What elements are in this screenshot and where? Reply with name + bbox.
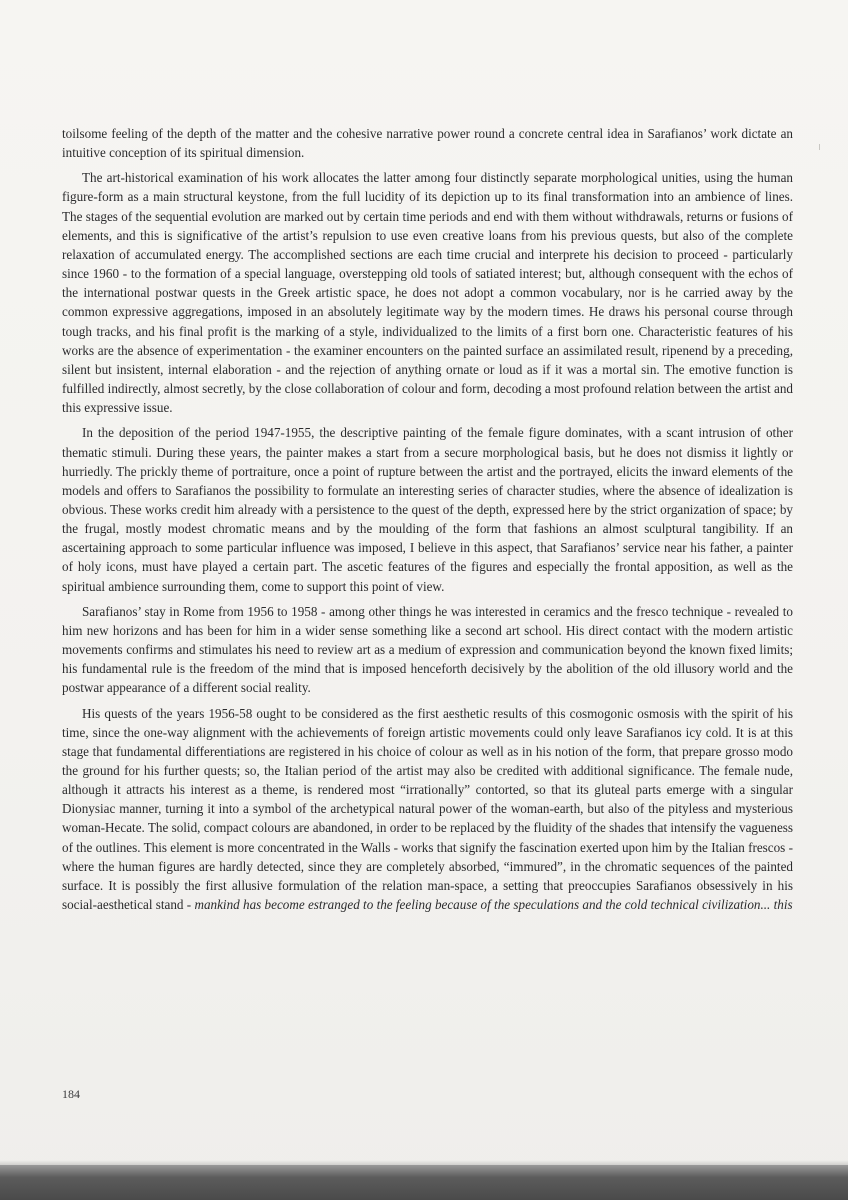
body-text xyxy=(62,124,793,920)
paragraph-5 xyxy=(62,704,793,915)
paragraph-1: toilsome feeling of the depth of the matter and the cohesive narrative power round a concrete central idea in Sarafianos’ work dictate an intuitive conception of its spiritual dimension. xyxy=(62,126,793,161)
paragraph-4: Sarafianos’ stay in Rome from 1956 to 1958 - among other things he was interested in ceramics and the fresco technique - revealed to him new horizons and has been for him in a wider sense something like a second art school. His direct contact with the modern artistic movements confirms and stimulates his need to review art as a medium of expression and communication beyond the known fixed limits; his fundamental rule is the freedom of the mind that is imposed henceforth decisively by the abolition of the old illusory world and the postwar appearance of a different social reality. xyxy=(62,603,793,696)
paragraph-3: In the deposition of the period 1947-1955, the descriptive painting of the female figure dominates, with a scant intrusion of other thematic stimuli. During these years, the painter makes a start from a secure morphological basis, but he does not dismiss it lightly or hurriedly. The prickly theme of portraiture, once a point of rupture between the artist and the portrayed, elicits the inward elements of the models and offers to Sarafianos the possibility to formulate an interesting series of character studies, where the absence of idealization is obvious. These works credit him already with a persistence to the quest of the depth, expressed here by the strict organization of space; by the frugal, mostly modest chromatic means and by the moulding of the form that fashions an almost sculptural tangibility. If an ascertaining approach to some particular influence was imposed, I believe in this aspect, that Sarafianos’ service near his father, a painter of holy icons, must have played a certain part. The ascetic features of the figures and especially the frontal apposition, as well as the spiritual ambience surrounding them, come to support this point of view. xyxy=(62,425,793,594)
paragraph-5-text: His quests of the years 1956-58 ought to be considered as the first aesthetic results of this cosmogonic osmosis with the spirit of his time, since the one-way alignment with the achievements of foreign artistic movements could only leave Sarafianos icy cold. It is at this stage that fundamental differentiations are registered in his choice of colour as well as in his notion of the form, that prepare grosso modo the ground for his further quests; so, the Italian period of the artist may also be credited with additional significance. The female nude, although it attracts his interest as a theme, is rendered most “irrationally” contorted, so that its gluteal parts emerge with a singular Dionysiac manner, turning it into a symbol of the archetypical natural power of the woman-earth, but also of the pityless and mysterious woman-Hecate. The solid, compact colours are abandoned, in order to be replaced by the fluidity of the shades that intensify the vagueness of the outlines. This element is more concentrated in the Walls - works that signify the fascination exerted upon him by the Italian frescos - where the human figures are hardly detected, since they are completely absorbed, “immured”, in the chromatic sequences of the painted surface. It is possibly the first allusive formulation of the relation man-space, a setting that preoccupies Sarafianos obsessively in his social-aesthetical stand xyxy=(62,705,794,913)
scan-edge-shadow xyxy=(0,1165,848,1200)
margin-mark xyxy=(819,144,820,150)
paragraph-5-italic: - mankind has become estranged to the feeling because of the speculations and the cold technical civilization... this xyxy=(186,897,793,913)
paragraph-2: The art-historical examination of his work allocates the latter among four distinctly separate morphological unities, using the human figure-form as a main structural keystone, from the full lucidity of its depiction up to its final transformation into an ambience of lines. The stages of the sequential evolution are marked out by certain time periods and end with them without withdrawals, returns or fusions of elements, and this is significative of the artist’s repulsion to use even creative loans from his previous quests, but also of the complete relaxation of accumulated energy. The accomplished sections are each time crucial and interprete his decision to proceed - particularly since 1960 - to the formation of a special language, overstepping old tools of satiated interest; but, although consequent with the echos of the international postwar quests in the Greek artistic space, he does not adopt a common vocabulary, nor is he carried away by the common expressive aggregations, imposed in an absolutely legitimate way by the modern times. He draws his personal course through tough tracks, and his final profit is the marking of a style, individualized to the limits of a first born one. Characteristic features of his works are the absence of experimentation - the examiner encounters on the painted surface an assimilated result, ripenend by a preceding, silent but insistent, internal elaboration - and the rejection of anything ornate or loud as if it was a mortal sin. The emotive function is fulfilled indirectly, almost secretly, by the close collaboration of colour and form, decoding a most profound relation between the artist and this expressive issue. xyxy=(62,170,793,416)
page-number: 184 xyxy=(62,1087,80,1101)
